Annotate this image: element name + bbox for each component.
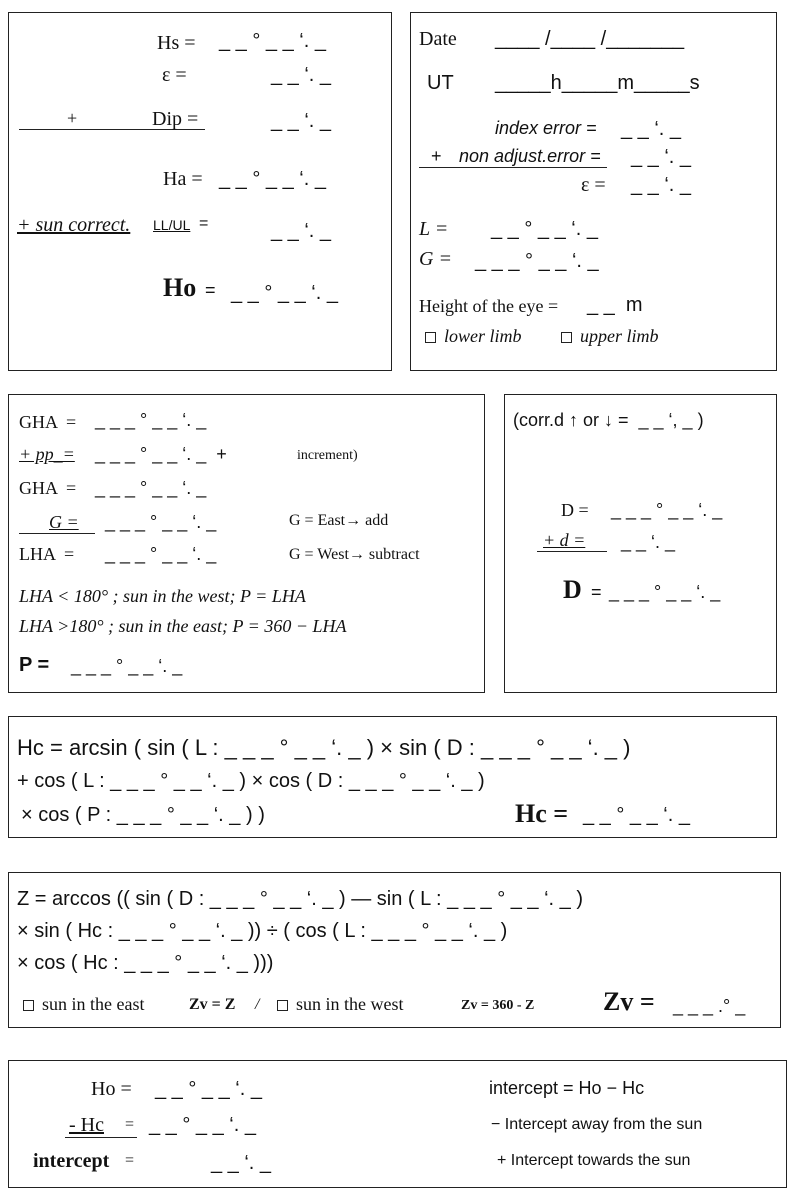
ho-label-2: Ho = [91, 1078, 132, 1100]
dec-sum-line [537, 551, 607, 552]
zv-result-value[interactable]: _ _ _ .° _ [673, 996, 746, 1016]
date-time-errors-box [410, 12, 777, 371]
upper-limb-option[interactable] [561, 327, 659, 345]
g-east-rule: G = East→ add [289, 512, 389, 529]
date-label: Date [419, 28, 457, 50]
g-label: G = [49, 512, 79, 532]
calculated-altitude-box [8, 716, 777, 838]
increment-note: increment) [297, 448, 358, 463]
latitude-value[interactable]: _ _ ° _ _ ‘. _ [491, 218, 598, 240]
ho-value-2[interactable]: _ _ ° _ _ ‘. _ [155, 1078, 262, 1100]
hc-result-label: Hc = [515, 799, 569, 828]
gha-sum-line [19, 533, 95, 534]
gha2-label: GHA = [19, 478, 77, 498]
plus-sign: + [67, 108, 78, 128]
ha-value[interactable]: _ _ ° _ _ ‘. _ [219, 168, 326, 190]
sun-east-checkbox[interactable] [23, 1000, 34, 1011]
pp-label: + pp_= [19, 444, 75, 464]
option-separator: / [255, 996, 260, 1013]
pp-value[interactable]: _ _ _ ° _ _ ‘. _ + [95, 444, 227, 464]
upper-limb-checkbox[interactable] [561, 332, 572, 343]
zv-equals-z: Zv = Z [189, 996, 236, 1013]
declination-box [504, 394, 777, 693]
lha-value[interactable]: _ _ _ ° _ _ ‘. _ [105, 544, 217, 564]
errors-sum-line [419, 167, 607, 168]
gha1-value[interactable]: _ _ _ ° _ _ ‘. _ [95, 410, 207, 430]
intercept-towards-rule: + Intercept towards the sun [497, 1152, 691, 1169]
lower-limb-label: lower limb [444, 326, 522, 346]
hc-formula-line-3: × cos ( P : _ _ _ ° _ _ ‘. _ ) ) [21, 804, 265, 826]
ho-value[interactable]: _ _ ° _ _ ‘. _ [231, 282, 338, 304]
corr-d-note: (corr.d ↑ or ↓ = _ _ ‘, _ ) [513, 410, 704, 430]
ut-value[interactable]: _____h_____m_____s [495, 72, 700, 94]
sun-correction-label: + sun correct. [17, 214, 131, 236]
declination-equals: = [591, 582, 602, 602]
hs-value[interactable]: _ _ ° _ _ ‘. _ [219, 30, 326, 52]
declination-value[interactable]: _ _ _ ° _ _ ‘. _ [609, 582, 721, 602]
lha-west-rule: LHA < 180° ; sun in the west; P = LHA [19, 586, 306, 606]
non-adjust-error-value[interactable]: _ _ ‘. _ [631, 146, 692, 168]
intercept-sum-line [65, 1137, 137, 1138]
hc-formula-line-1: Hc = arcsin ( sin ( L : _ _ _ ° _ _ ‘. _ ) × sin ( D : _ _ _ ° _ _ ‘. _ ) [17, 735, 631, 760]
index-error-label: index error = [495, 118, 597, 138]
g-west-rule: G = West→ subtract [289, 546, 420, 563]
ho-label: Ho [163, 273, 197, 302]
p-value[interactable]: _ _ _ ° _ _ ‘. _ [71, 656, 183, 676]
intercept-box [8, 1060, 787, 1188]
gha2-value[interactable]: _ _ _ ° _ _ ‘. _ [95, 478, 207, 498]
gha1-label: GHA = [19, 412, 77, 432]
latitude-label: L = [419, 218, 449, 240]
ut-label: UT [427, 72, 454, 94]
lower-limb-option[interactable] [425, 327, 522, 345]
dip-label: Dip = [152, 108, 199, 130]
minus-hc-label: - Hc [69, 1114, 104, 1136]
intercept-equals: = [125, 1152, 135, 1169]
sun-west-option[interactable] [277, 995, 404, 1013]
ho-equals: = [205, 280, 216, 300]
sun-correction-value[interactable]: _ _ ‘. _ [271, 220, 332, 242]
azimuth-box [8, 872, 781, 1028]
ha-label: Ha = [163, 168, 203, 190]
intercept-formula: intercept = Ho − Hc [489, 1078, 645, 1098]
d-value[interactable]: _ _ _ ° _ _ ‘. _ [611, 500, 723, 520]
longitude-label: G = [419, 248, 452, 270]
eps-label: ε = [162, 64, 187, 86]
lower-limb-checkbox[interactable] [425, 332, 436, 343]
hour-angle-box [8, 394, 485, 693]
intercept-value[interactable]: _ _ ‘. _ [211, 1152, 272, 1174]
lha-east-rule: LHA >180° ; sun in the east; P = 360 − LHA [19, 616, 347, 636]
index-error-value[interactable]: _ _ ‘. _ [621, 118, 682, 140]
z-formula-line-1: Z = arccos (( sin ( D : _ _ _ ° _ _ ‘. _ ) — sin ( L : _ _ _ ° _ _ ‘. _ ) [17, 888, 584, 910]
p-label: P = [19, 654, 50, 676]
z-formula-line-3: × cos ( Hc : _ _ _ ° _ _ ‘. _ ))) [17, 952, 274, 974]
hs-label: Hs = [157, 32, 196, 54]
zv-equals-360-minus-z: Zv = 360 - Z [461, 998, 535, 1013]
minus-hc-value[interactable]: _ _ ° _ _ ‘. _ [149, 1114, 256, 1136]
eps-value[interactable]: _ _ ‘. _ [271, 64, 332, 86]
intercept-away-rule: − Intercept away from the sun [491, 1116, 703, 1133]
zv-result-label: Zv = [603, 987, 655, 1016]
plus-d-label: + d = [543, 530, 586, 550]
sextant-altitude-box [8, 12, 392, 371]
non-adjust-plus: + [431, 146, 442, 166]
minus-hc-equals: = [125, 1116, 135, 1133]
height-of-eye-value[interactable]: _ _ m [587, 294, 643, 316]
declination-label: D [563, 575, 582, 604]
dip-value[interactable]: _ _ ‘. _ [271, 110, 332, 132]
sun-west-checkbox[interactable] [277, 1000, 288, 1011]
sun-correction-equals: = [199, 215, 209, 232]
z-formula-line-2: × sin ( Hc : _ _ _ ° _ _ ‘. _ )) ÷ ( cos ( L : _ _ _ ° _ _ ‘. _ ) [17, 920, 508, 942]
eps-label-2: ε = [581, 174, 606, 196]
g-value[interactable]: _ _ _ ° _ _ ‘. _ [105, 512, 217, 532]
lha-label: LHA = [19, 544, 75, 564]
date-value[interactable]: ____ /____ /_______ [495, 28, 685, 50]
non-adjust-error-label: non adjust.error = [459, 146, 601, 166]
height-of-eye-label: Height of the eye = [419, 296, 559, 316]
sun-west-label: sun in the west [296, 994, 404, 1014]
plus-d-value[interactable]: _ _ ‘. _ [621, 532, 676, 552]
eps-value-2[interactable]: _ _ ‘. _ [631, 174, 692, 196]
hc-result-value[interactable]: _ _ ° _ _ ‘. _ [583, 804, 690, 826]
intercept-label: intercept [33, 1150, 110, 1172]
upper-limb-label: upper limb [580, 326, 659, 346]
sun-east-label: sun in the east [42, 994, 145, 1014]
longitude-value[interactable]: _ _ _ ° _ _ ‘. _ [475, 250, 599, 272]
limb-abbreviation: LL/UL [153, 217, 191, 233]
hc-formula-line-2: + cos ( L : _ _ _ ° _ _ ‘. _ ) × cos ( D : _ _ _ ° _ _ ‘. _ ) [17, 770, 485, 792]
d-label: D = [561, 500, 589, 520]
sun-east-option[interactable] [23, 995, 144, 1013]
